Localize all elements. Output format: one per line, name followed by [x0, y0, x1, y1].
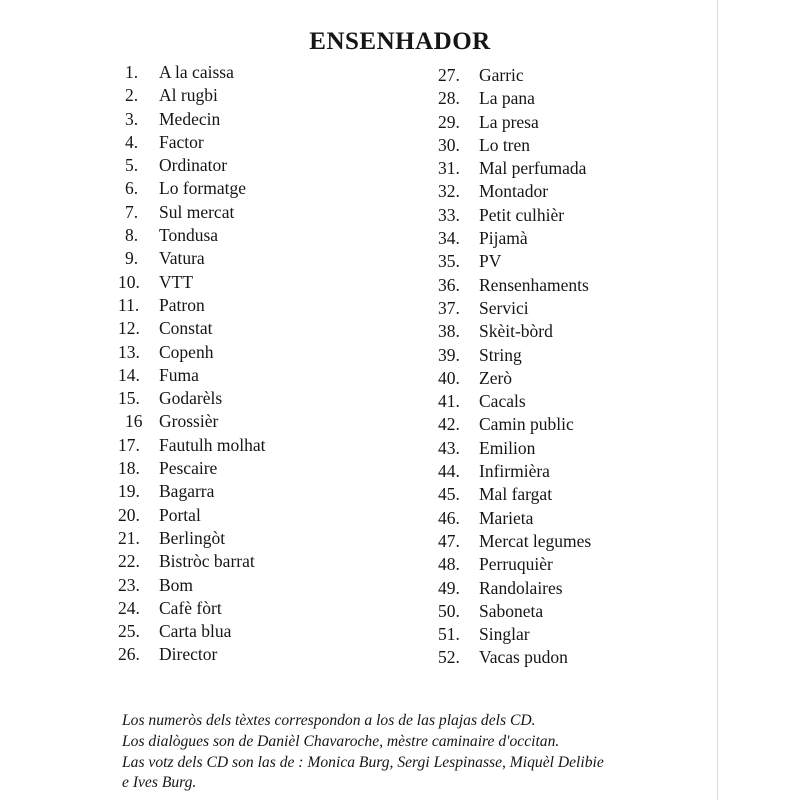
footnote-line: Las votz dels CD son las de : Monica Burg, Sergi Lespinasse, Miquèl Delibie [122, 753, 604, 771]
entry-title: Fuma [159, 364, 199, 385]
index-entry [438, 250, 591, 273]
entry-number: 25. [118, 621, 140, 642]
entry-number: 46. [438, 507, 460, 528]
index-entry [118, 154, 265, 177]
entry-number: 21. [118, 527, 140, 548]
index-column-right [438, 64, 591, 670]
entry-title: Copenh [159, 341, 214, 362]
entry-title: Camin public [479, 414, 574, 435]
index-entry [438, 367, 591, 390]
entry-number: 39. [438, 344, 460, 365]
index-entry [438, 344, 591, 367]
entry-title: Pescaire [159, 458, 218, 479]
index-entry [438, 274, 591, 297]
entry-title: Vacas pudon [479, 647, 568, 668]
entry-title: Cafè fòrt [159, 597, 222, 618]
entry-title: Servici [479, 297, 529, 318]
entry-number: 24. [118, 597, 140, 618]
entry-number: 20. [118, 504, 140, 525]
entry-title: Ordinator [159, 155, 228, 176]
footnote-line: Los numeròs dels tèxtes correspondon a los de las plajas dels CD. [122, 712, 536, 729]
entry-title: La presa [479, 111, 539, 132]
index-entry [118, 271, 265, 294]
entry-title: Grossièr [159, 411, 219, 432]
index-entry [118, 504, 265, 527]
entry-number: 22. [118, 551, 140, 572]
entry-number: 8. [125, 225, 139, 246]
entry-number: 49. [438, 577, 460, 598]
entry-title: Mercat legumes [479, 530, 592, 551]
entry-number: 52. [438, 647, 460, 668]
entry-title: Randolaires [479, 577, 563, 598]
index-entry [118, 108, 265, 131]
index-entry [438, 64, 591, 87]
entry-number: 16 [125, 411, 143, 432]
entry-number: 50. [438, 600, 460, 621]
index-entry [118, 620, 265, 643]
entry-title: Fautulh molhat [159, 434, 266, 455]
entry-number: 6. [125, 178, 139, 199]
entry-number: 33. [438, 204, 460, 225]
entry-title: Mal fargat [479, 484, 553, 505]
entry-number: 40. [438, 367, 460, 388]
entry-number: 32. [438, 181, 460, 202]
index-entry [118, 597, 265, 620]
entry-number: 17. [118, 434, 140, 455]
entry-number: 23. [118, 574, 140, 595]
entry-title: Patron [159, 294, 205, 315]
entry-title: Director [159, 644, 218, 665]
index-entry [438, 111, 591, 134]
index-entry [438, 600, 591, 623]
entry-number: 11. [118, 294, 140, 315]
index-entry [438, 390, 591, 413]
index-entry [438, 134, 591, 157]
entry-title: Lo tren [479, 134, 531, 155]
entry-number: 15. [118, 388, 140, 409]
entry-number: 30. [438, 134, 460, 155]
page-title: ENSENHADOR [309, 27, 491, 55]
page-edge-divider [717, 0, 718, 800]
entry-title: Al rugbi [159, 85, 218, 106]
footnote-line: Los dialògues son de Danièl Chavaroche, mèstre caminaire d'occitan. [122, 732, 560, 750]
entry-title: Pijamà [479, 228, 528, 249]
index-entry [438, 623, 591, 646]
entry-number: 38. [438, 321, 460, 342]
entry-title: Rensenhaments [479, 274, 589, 295]
entry-number: 29. [438, 111, 460, 132]
entry-title: Bistròc barrat [159, 551, 255, 572]
entry-number: 13. [118, 341, 140, 362]
entry-title: Garric [479, 65, 524, 85]
index-entry [118, 480, 265, 503]
index-entry [438, 577, 591, 600]
index-entry [118, 177, 265, 200]
entry-title: Saboneta [479, 600, 544, 621]
index-entry [438, 227, 591, 250]
index-entry [118, 131, 265, 154]
index-entry [118, 550, 265, 573]
entry-title: Constat [159, 318, 213, 339]
entry-title: Bagarra [159, 481, 215, 502]
entry-title: Bom [159, 574, 194, 595]
entry-number: 31. [438, 158, 460, 179]
index-entry [118, 294, 265, 317]
index-entry [438, 646, 591, 669]
index-entry [438, 460, 591, 483]
index-entry [438, 437, 591, 460]
entry-title: Sul mercat [159, 201, 235, 222]
index-entry [438, 320, 591, 343]
index-entry [438, 204, 591, 227]
entry-title: PV [479, 251, 502, 272]
entry-number: 28. [438, 88, 460, 109]
entry-number: 14. [118, 364, 140, 385]
entry-number: 41. [438, 391, 460, 412]
entry-title: Montador [479, 181, 549, 202]
entry-number: 44. [438, 461, 460, 482]
index-column-left [118, 61, 265, 667]
entry-number: 48. [438, 554, 460, 575]
index-entry [438, 87, 591, 110]
entry-number: 51. [438, 624, 460, 645]
entry-title: Factor [159, 131, 204, 152]
index-entry [438, 180, 591, 203]
index-entry [438, 483, 591, 506]
index-entry [118, 410, 265, 433]
entry-title: A la caissa [159, 62, 234, 82]
entry-number: 1. [125, 62, 139, 82]
entry-title: Perruquièr [479, 554, 553, 575]
entry-title: VTT [159, 271, 194, 292]
entry-number: 9. [125, 248, 139, 269]
entry-title: Carta blua [159, 621, 232, 642]
entry-number: 3. [125, 108, 139, 129]
index-entry [118, 574, 265, 597]
entry-number: 18. [118, 458, 140, 479]
index-entry [118, 643, 265, 666]
entry-number: 5. [125, 155, 139, 176]
entry-title: Singlar [479, 624, 530, 645]
entry-title: String [479, 344, 522, 365]
entry-number: 10. [118, 271, 140, 292]
entry-title: Mal perfumada [479, 158, 587, 179]
index-entry [438, 157, 591, 180]
entry-number: 7. [125, 201, 139, 222]
entry-number: 36. [438, 274, 460, 295]
entry-title: Berlingòt [159, 527, 226, 548]
index-entry [438, 553, 591, 576]
index-entry [118, 387, 265, 410]
entry-number: 35. [438, 251, 460, 272]
index-entry [438, 413, 591, 436]
index-entry [118, 364, 265, 387]
index-entry [118, 317, 265, 340]
entry-number: 37. [438, 297, 460, 318]
entry-number: 47. [438, 530, 460, 551]
index-entry [118, 247, 265, 270]
entry-number: 12. [118, 318, 140, 339]
entry-title: Zerò [479, 367, 513, 388]
entry-title: Marieta [479, 507, 534, 528]
entry-title: Godarèls [159, 388, 223, 409]
index-entry [438, 507, 591, 530]
entry-number: 19. [118, 481, 140, 502]
entry-number: 2. [125, 85, 139, 106]
index-entry [118, 224, 265, 247]
entry-title: Portal [159, 504, 201, 525]
entry-title: Emilion [479, 437, 536, 458]
index-entry [118, 457, 265, 480]
entry-title: Tondusa [159, 225, 219, 246]
entry-number: 42. [438, 414, 460, 435]
index-entry [118, 341, 265, 364]
index-entry [118, 434, 265, 457]
entry-number: 34. [438, 228, 460, 249]
index-entry [118, 61, 265, 84]
entry-number: 45. [438, 484, 460, 505]
entry-title: Petit culhièr [479, 204, 565, 225]
footnotes [122, 711, 762, 794]
index-entry [118, 84, 265, 107]
index-entry [438, 530, 591, 553]
entry-number: 27. [438, 65, 460, 85]
index-entry [118, 527, 265, 550]
entry-number: 26. [118, 644, 140, 665]
entry-title: Infirmièra [479, 461, 550, 482]
entry-title: Vatura [159, 248, 205, 269]
index-entry [118, 201, 265, 224]
entry-number: 4. [125, 131, 139, 152]
entry-title: Skèit-bòrd [479, 321, 553, 342]
index-entry [438, 297, 591, 320]
entry-title: Cacals [479, 391, 526, 412]
entry-title: La pana [479, 88, 535, 109]
entry-title: Medecin [159, 108, 221, 129]
entry-number: 43. [438, 437, 460, 458]
footnote-line: e Ives Burg. [122, 774, 197, 792]
entry-title: Lo formatge [159, 178, 246, 199]
